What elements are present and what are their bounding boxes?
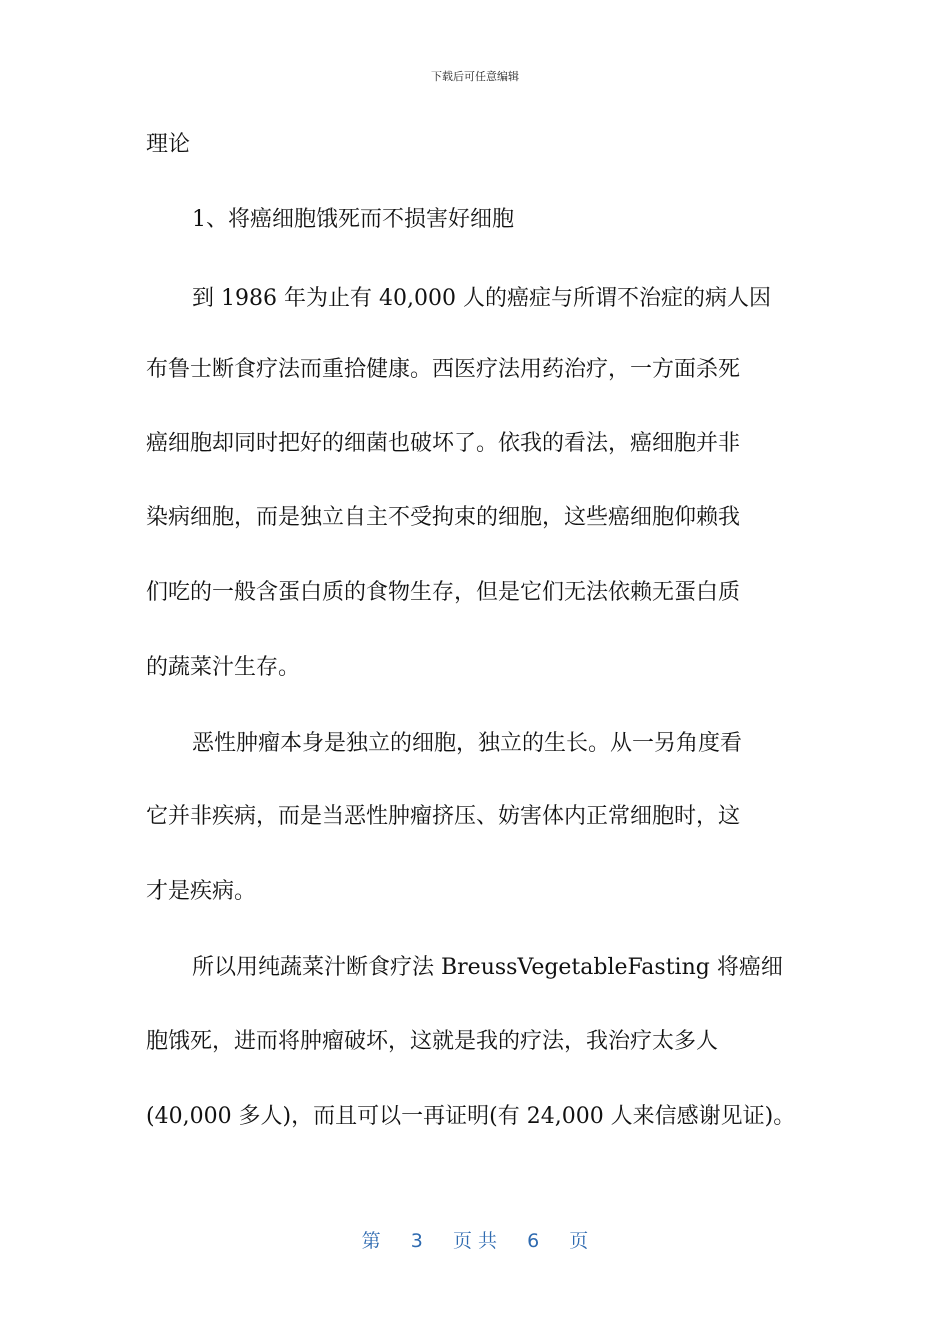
paragraph-line: 它并非疾病，而是当恶性肿瘤挤压、妨害体内正常细胞时，这 <box>146 804 741 829</box>
section-heading: 理论 <box>146 132 191 157</box>
subheading: 1、将癌细胞饿死而不损害好细胞 <box>192 207 514 232</box>
paragraph-line: 癌细胞却同时把好的细菌也破坏了。依我的看法，癌细胞并非 <box>146 431 741 456</box>
page-footer <box>0 1226 950 1253</box>
paragraph-line: 胞饿死，进而将肿瘤破坏，这就是我的疗法，我治疗太多人 <box>146 1029 719 1054</box>
current-page-number: 3 <box>410 1230 423 1252</box>
paragraph-line: 到 1986 年为止有 40,000 人的癌症与所谓不治症的病人因 <box>192 286 771 311</box>
paragraph-line: 染病细胞，而是独立自主不受拘束的细胞，这些癌细胞仰赖我 <box>146 505 741 530</box>
page-number-suffix: 页 <box>569 1230 589 1252</box>
paragraph-line: (40,000 多人)，而且可以一再证明(有 24,000 人来信感谢见证)。 <box>146 1104 796 1129</box>
page-header: 下载后可任意编辑 <box>431 70 519 83</box>
paragraph-line: 才是疾病。 <box>146 879 257 904</box>
total-pages: 6 <box>527 1230 540 1252</box>
page-number-prefix: 第 <box>361 1230 381 1252</box>
paragraph-line: 所以用纯蔬菜汁断食疗法 BreussVegetableFasting 将癌细 <box>192 955 783 980</box>
paragraph-line: 的蔬菜汁生存。 <box>146 655 301 680</box>
paragraph-line: 恶性肿瘤本身是独立的细胞，独立的生长。从一另角度看 <box>192 731 743 756</box>
page-number-middle: 页 共 <box>452 1230 498 1252</box>
paragraph-line: 们吃的一般含蛋白质的食物生存，但是它们无法依赖无蛋白质 <box>146 580 741 605</box>
paragraph-line: 布鲁士断食疗法而重拾健康。西医疗法用药治疗，一方面杀死 <box>146 357 741 382</box>
